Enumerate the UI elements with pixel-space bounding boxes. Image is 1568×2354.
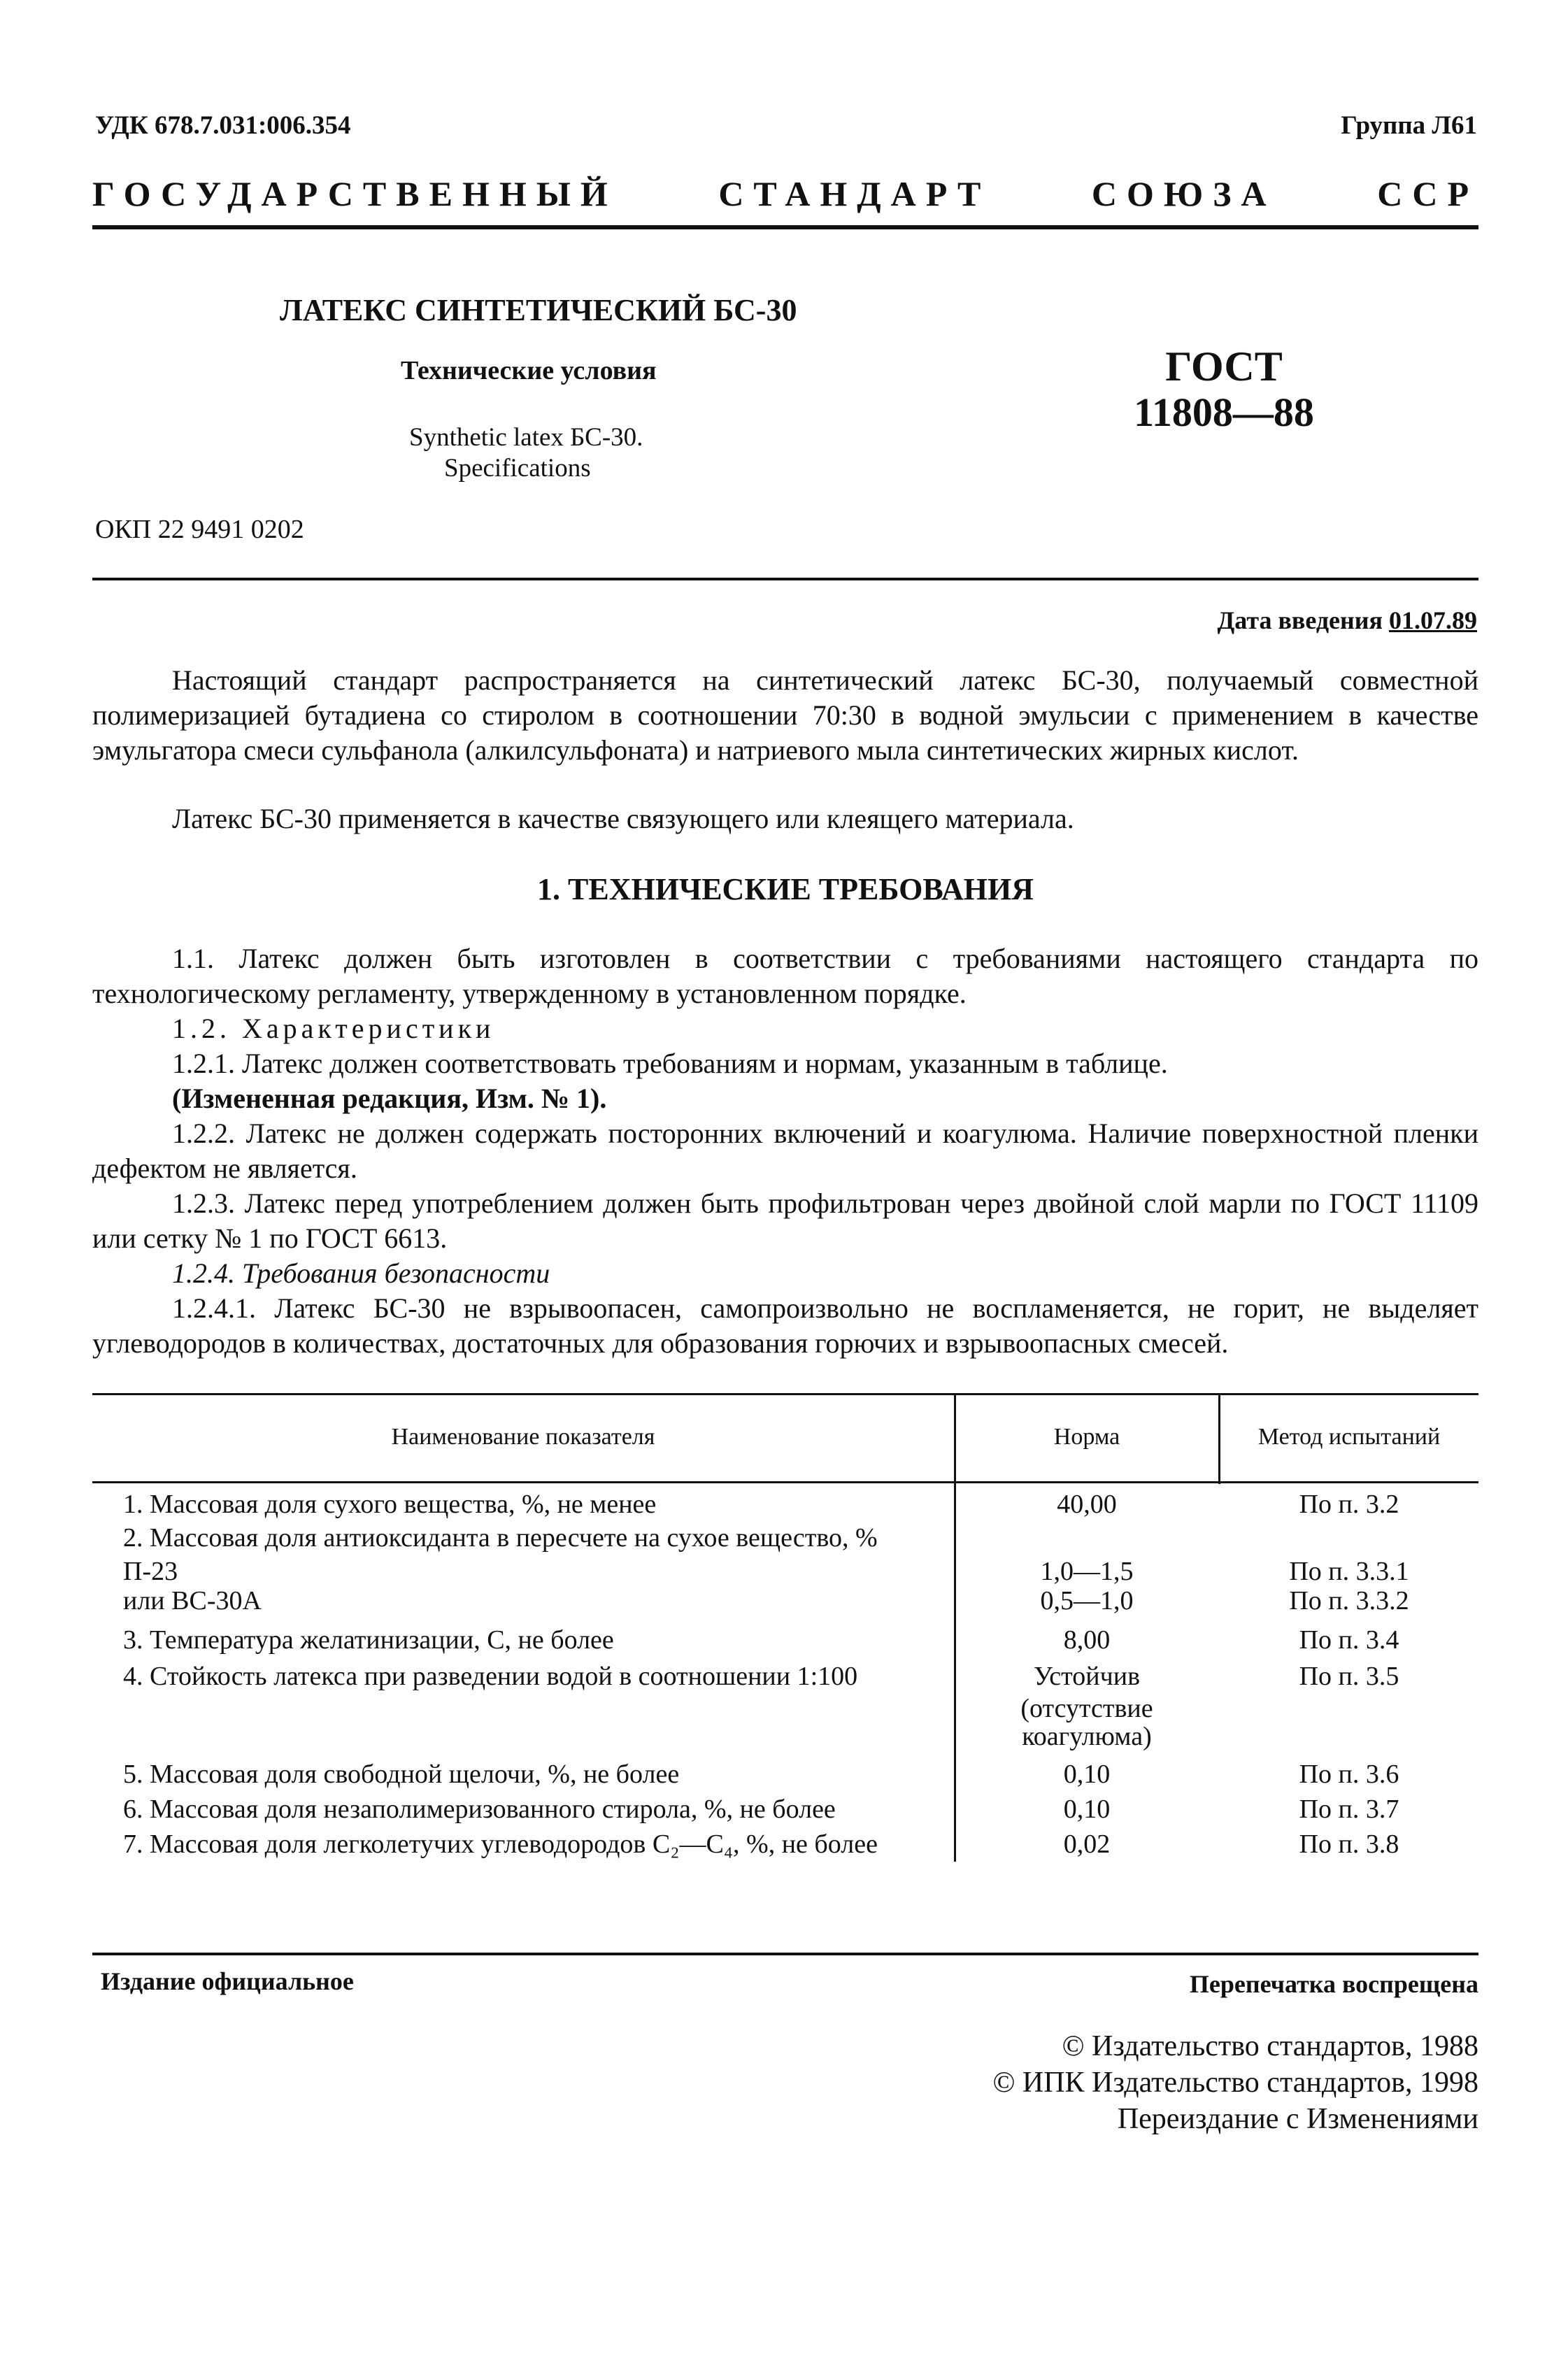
table-top-rule [92, 1393, 1478, 1395]
table-cell-method: По п. 3.2 [1299, 1490, 1399, 1519]
table-cell-method: По п. 3.3.1 [1289, 1557, 1409, 1586]
clause-1-2-4: 1.2.4. Требования безопасности [172, 1257, 550, 1289]
table-cell-norm: коагулюма) [1022, 1722, 1152, 1751]
table-cell-method: По п. 3.5 [1299, 1662, 1399, 1691]
scope-paragraph: Настоящий стандарт распространяется на синтетический латекс БС-30, получаемый совместной полимеризацией бутадиена со стиролом в соотношении 70:30 в водной эмульсии с применением в качестве эмульгатора смеси сульфанола (алкилсульфоната) и натриевого мыла синтетических жирных кислот. [92, 664, 1478, 766]
table-cell-name: 3. Температура желатинизации, С, не более [123, 1625, 614, 1655]
english-title: Synthetic latex БС-30. [409, 423, 643, 452]
table-cell-norm: 1,0—1,5 [1040, 1557, 1134, 1586]
document-title: ЛАТЕКС СИНТЕТИЧЕСКИЙ БС-30 [280, 293, 797, 327]
gost-label: ГОСТ [1165, 343, 1283, 390]
reprint-notice: Перепечатка воспрещена [1189, 1970, 1478, 1998]
table-cell-name: 5. Массовая доля свободной щелочи, %, не более [123, 1760, 680, 1789]
table-cell-method: По п. 3.3.2 [1289, 1586, 1409, 1615]
clause-1-2-4-1: 1.2.4.1. Латекс БС-30 не взрывоопасен, самопроизвольно не воспламеняется, не горит, не выделяет углеводородов в количествах, достаточных для образования горючих и взрывоопасных смесей. [92, 1292, 1478, 1359]
table-cell-norm: 0,10 [1063, 1760, 1111, 1789]
table-cell-norm: (отсутствие [1020, 1694, 1153, 1723]
introduction-date [1218, 606, 1478, 635]
state-standard-heading: ГОСУДАРСТВЕННЫЙ СТАНДАРТ СОЮЗА ССР [92, 174, 1478, 213]
section-heading: 1. ТЕХНИЧЕСКИЕ ТРЕБОВАНИЯ [537, 872, 1034, 906]
clause-1-2-3: 1.2.3. Латекс перед употреблением должен быть профильтрован через двойной слой марли по ГОСТ 11109 или сетку № 1 по ГОСТ 6613. [92, 1187, 1478, 1254]
table-cell-method: По п. 3.4 [1299, 1625, 1399, 1655]
table-cell-name: 1. Массовая доля сухого вещества, %, не менее [123, 1490, 657, 1519]
copyright-line: © ИПК Издательство стандартов, 1998 [992, 2067, 1478, 2099]
table-header-method: Метод испытаний [1257, 1424, 1441, 1450]
copyright-line: © Издательство стандартов, 1988 [1062, 2030, 1478, 2062]
bottom-rule [92, 1953, 1478, 1955]
top-rule [92, 225, 1478, 229]
table-cell-method: По п. 3.7 [1299, 1795, 1399, 1824]
table-cell-name: или ВС-30А [123, 1586, 262, 1615]
table-cell-name: 2. Массовая доля антиоксиданта в пересчете на сухое вещество, % [123, 1523, 878, 1553]
introduction-date-value: 01.07.89 [1389, 606, 1477, 634]
table-cell-name: П-23 [123, 1557, 178, 1586]
table-cell-norm: 8,00 [1063, 1625, 1111, 1655]
table-cell-norm: 0,5—1,0 [1040, 1586, 1134, 1615]
reissue-note: Переиздание с Изменениями [1117, 2103, 1478, 2135]
udc-code: УДК 678.7.031:006.354 [95, 111, 351, 140]
table-header-name: Наименование показателя [391, 1424, 655, 1450]
group-code: Группа Л61 [1341, 111, 1477, 140]
okp-code: ОКП 22 9491 0202 [95, 515, 304, 544]
clause-1-2-1: 1.2.1. Латекс должен соответствовать требованиям и нормам, указанным в таблице. [172, 1048, 1168, 1079]
introduction-date-label: Дата введения [1217, 606, 1383, 634]
table-cell-method: По п. 3.8 [1299, 1829, 1399, 1859]
document-subtitle: Технические условия [401, 356, 657, 385]
middle-rule [92, 578, 1478, 580]
gost-number: 11808—88 [1134, 390, 1314, 435]
table-cell-norm: 40,00 [1057, 1490, 1117, 1519]
requirements-table [92, 1393, 1478, 1866]
clause-1-2-2: 1.2.2. Латекс не должен содержать посторонних включений и коагулюма. Наличие поверхностной пленки дефектом не является. [92, 1118, 1478, 1184]
clause-1-1: 1.1. Латекс должен быть изготовлен в соответствии с требованиями настоящего стандарта по технологическому регламенту, утвержденному в установленном порядке. [92, 943, 1478, 1009]
table-cell-name: 4. Стойкость латекса при разведении водой в соотношении 1:100 [123, 1662, 858, 1691]
clause-1-2: 1.2. Характеристики [172, 1013, 495, 1044]
edition-label: Издание официальное [101, 1967, 354, 1995]
table-cell-norm: 0,02 [1063, 1829, 1111, 1859]
usage-paragraph: Латекс БС-30 применяется в качестве связующего или клеящего материала. [172, 803, 1074, 834]
table-cell-method: По п. 3.6 [1299, 1760, 1399, 1789]
table-cell-name: 7. Массовая доля легколетучих углеводородов С₂—С₄, %, не более [123, 1829, 878, 1859]
table-cell-name: 6. Массовая доля незаполимеризованного стирола, %, не более [123, 1795, 836, 1824]
table-header-norm: Норма [1053, 1424, 1120, 1450]
english-subtitle: Specifications [444, 454, 591, 483]
amendment-note: (Измененная редакция, Изм. № 1). [172, 1083, 607, 1114]
table-cell-norm: 0,10 [1063, 1795, 1111, 1824]
table-header-rule [92, 1481, 1478, 1483]
table-cell-norm: Устойчив [1033, 1662, 1141, 1691]
